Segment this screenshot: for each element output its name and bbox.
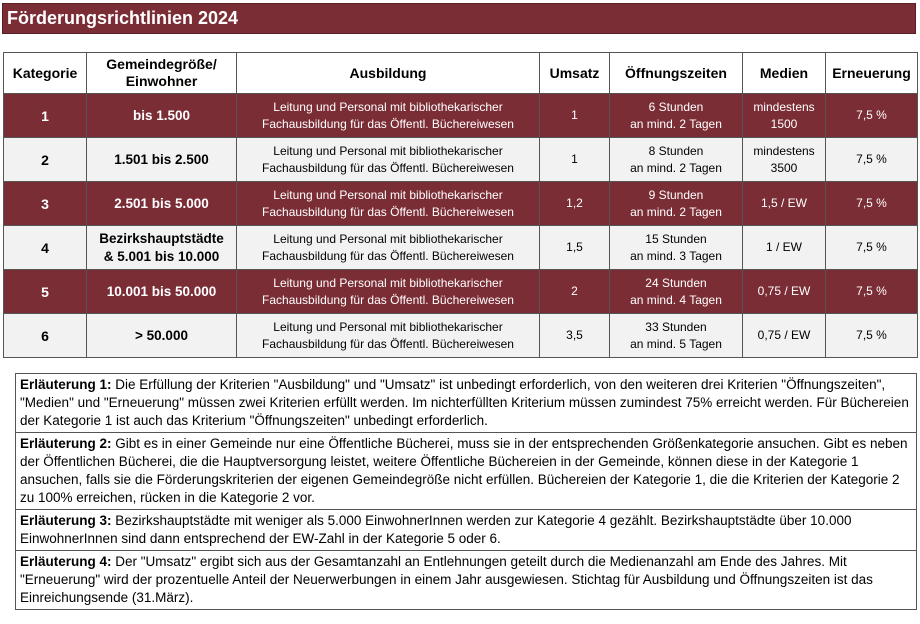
cell-ausbildung — [237, 314, 540, 358]
header-oeffnungszeiten: Öffnungszeiten — [610, 53, 743, 94]
cell-medien — [743, 94, 826, 138]
cell-kategorie: 1 — [4, 94, 87, 138]
ausbildung-line2: Fachausbildung für das Öffentl. Büchereiwesen — [262, 292, 514, 307]
cell-oeffnungszeiten — [610, 314, 743, 358]
gemeinde-line1: bis 1.500 — [132, 107, 191, 123]
cell-umsatz: 1,5 — [540, 226, 610, 270]
cell-medien — [743, 182, 826, 226]
oeffnung-line2: an mind. 5 Tagen — [630, 336, 722, 351]
note-3 — [16, 510, 916, 551]
medien-line1: 1 / EW — [765, 240, 802, 254]
cell-umsatz: 1 — [540, 94, 610, 138]
table-row — [4, 138, 918, 182]
header-medien: Medien — [743, 53, 826, 94]
header-ausbildung: Ausbildung — [237, 53, 540, 94]
cell-medien — [743, 226, 826, 270]
notes-box — [15, 373, 917, 610]
ausbildung-line1: Leitung und Personal mit bibliothekarischer — [273, 187, 503, 202]
cell-medien — [743, 138, 826, 182]
note-text: Gibt es in einer Gemeinde nur eine Öffentliche Bücherei, muss sie in der entsprechenden Größenkategorie ansuchen. Gibt es neben der Öffentlichen Bücherei, die die Hauptversorgung leistet, weitere Öffentliche Büchereien in der Gemeinde, können diese in der Kategorie 1 ansuchen, falls sie die Förderungskriterien der eigenen Gemeindegröße nicht erfüllen. Büchereien der Kategorie 1, die die Kriterien der Kategorie 2 zu 100% erreichen, rücken in die Kategorie 2 vor. — [20, 436, 908, 505]
note-4 — [16, 551, 916, 609]
cell-erneuerung: 7,5 % — [826, 270, 918, 314]
medien-line2: 3500 — [770, 160, 798, 175]
cell-ausbildung — [237, 94, 540, 138]
note-text: Die Erfüllung der Kriterien "Ausbildung" und "Umsatz" ist unbedingt erforderlich, von den weiteren drei Kriterien "Öffnungszeiten", "Medien" und "Erneuerung" müssen zwei Kriterien erfüllt werden. Im nichterfüllten Kriterium müssen zumindest 75% erreicht werden. Für Büchereien der Kategorie 1 ist auch das Kriterium "Öffnungszeiten" unbedingt erforderlich. — [20, 377, 909, 428]
ausbildung-line1: Leitung und Personal mit bibliothekarischer — [273, 231, 503, 246]
medien-line1: 0,75 / EW — [757, 328, 811, 342]
cell-erneuerung: 7,5 % — [826, 182, 918, 226]
table-row — [4, 270, 918, 314]
ausbildung-line2: Fachausbildung für das Öffentl. Büchereiwesen — [262, 336, 514, 351]
header-gemeindegroesse — [87, 53, 237, 94]
cell-ausbildung — [237, 182, 540, 226]
cell-oeffnungszeiten — [610, 270, 743, 314]
ausbildung-line2: Fachausbildung für das Öffentl. Büchereiwesen — [262, 248, 514, 263]
cell-oeffnungszeiten — [610, 182, 743, 226]
ausbildung-line2: Fachausbildung für das Öffentl. Büchereiwesen — [262, 204, 514, 219]
note-label: Erläuterung 2: — [20, 436, 112, 451]
cell-medien — [743, 314, 826, 358]
cell-gemeindegroesse — [87, 314, 237, 358]
ausbildung-line1: Leitung und Personal mit bibliothekarischer — [273, 319, 503, 334]
cell-oeffnungszeiten — [610, 94, 743, 138]
cell-kategorie: 2 — [4, 138, 87, 182]
cell-erneuerung: 7,5 % — [826, 226, 918, 270]
oeffnung-line2: an mind. 4 Tagen — [630, 292, 722, 307]
table-header-row — [4, 53, 918, 94]
table-row — [4, 226, 918, 270]
ausbildung-line2: Fachausbildung für das Öffentl. Büchereiwesen — [262, 160, 514, 175]
header-erneuerung: Erneuerung — [826, 53, 918, 94]
cell-kategorie: 6 — [4, 314, 87, 358]
table-row — [4, 182, 918, 226]
oeffnung-line1: 6 Stunden — [648, 99, 704, 114]
cell-oeffnungszeiten — [610, 226, 743, 270]
cell-kategorie: 4 — [4, 226, 87, 270]
oeffnung-line1: 24 Stunden — [645, 275, 707, 290]
ausbildung-line1: Leitung und Personal mit bibliothekarischer — [273, 99, 503, 114]
table-row — [4, 314, 918, 358]
gemeinde-line1: 1.501 bis 2.500 — [114, 151, 209, 167]
cell-erneuerung: 7,5 % — [826, 314, 918, 358]
oeffnung-line2: an mind. 2 Tagen — [630, 160, 722, 175]
oeffnung-line2: an mind. 2 Tagen — [630, 116, 722, 131]
header-gemeinde-line1: Gemeindegröße/ — [106, 56, 217, 72]
cell-kategorie: 5 — [4, 270, 87, 314]
oeffnung-line1: 15 Stunden — [645, 231, 707, 246]
gemeinde-line1: Bezirkshauptstädte — [99, 230, 224, 246]
cell-gemeindegroesse — [87, 270, 237, 314]
cell-medien — [743, 270, 826, 314]
gemeinde-line2: & 5.001 bis 10.000 — [103, 248, 220, 264]
cell-erneuerung: 7,5 % — [826, 138, 918, 182]
cell-umsatz: 3,5 — [540, 314, 610, 358]
cell-ausbildung — [237, 226, 540, 270]
page-title: Förderungsrichtlinien 2024 — [2, 3, 916, 34]
cell-erneuerung: 7,5 % — [826, 94, 918, 138]
cell-oeffnungszeiten — [610, 138, 743, 182]
note-2 — [16, 433, 916, 510]
cell-umsatz: 2 — [540, 270, 610, 314]
table-row — [4, 94, 918, 138]
cell-umsatz: 1 — [540, 138, 610, 182]
cell-ausbildung — [237, 270, 540, 314]
medien-line1: 0,75 / EW — [757, 284, 811, 298]
oeffnung-line1: 8 Stunden — [648, 143, 704, 158]
medien-line2: 1500 — [770, 116, 798, 131]
oeffnung-line1: 33 Stunden — [645, 319, 707, 334]
note-label: Erläuterung 3: — [20, 513, 112, 528]
medien-line1: 1,5 / EW — [760, 196, 807, 210]
oeffnung-line2: an mind. 3 Tagen — [630, 248, 722, 263]
cell-gemeindegroesse — [87, 226, 237, 270]
cell-umsatz: 1,2 — [540, 182, 610, 226]
gemeinde-line1: 2.501 bis 5.000 — [114, 195, 209, 211]
header-umsatz: Umsatz — [540, 53, 610, 94]
ausbildung-line1: Leitung und Personal mit bibliothekarischer — [273, 275, 503, 290]
medien-line1: mindestens — [753, 143, 815, 158]
note-text: Der "Umsatz" ergibt sich aus der Gesamtanzahl an Entlehnungen geteilt durch die Medienanzahl am Ende des Jahres. Mit "Erneuerung" wird der prozentuelle Anteil der Neuerwerbungen in einem Jahr ausgewiesen. Stichtag für Ausbildung und Öffnungszeiten ist das Einreichungsende (31.März). — [20, 554, 873, 605]
ausbildung-line2: Fachausbildung für das Öffentl. Büchereiwesen — [262, 116, 514, 131]
medien-line1: mindestens — [753, 99, 815, 114]
oeffnung-line1: 9 Stunden — [648, 187, 704, 202]
note-label: Erläuterung 4: — [20, 554, 112, 569]
ausbildung-line1: Leitung und Personal mit bibliothekarischer — [273, 143, 503, 158]
cell-ausbildung — [237, 138, 540, 182]
oeffnung-line2: an mind. 2 Tagen — [630, 204, 722, 219]
header-kategorie: Kategorie — [4, 53, 87, 94]
criteria-table — [3, 52, 918, 358]
note-1 — [16, 374, 916, 433]
gemeinde-line1: 10.001 bis 50.000 — [106, 283, 217, 299]
cell-gemeindegroesse — [87, 94, 237, 138]
note-label: Erläuterung 1: — [20, 377, 112, 392]
cell-gemeindegroesse — [87, 182, 237, 226]
cell-gemeindegroesse — [87, 138, 237, 182]
header-gemeinde-line2: Einwohner — [125, 73, 198, 89]
note-text: Bezirkshauptstädte mit weniger als 5.000 EinwohnerInnen werden zur Kategorie 4 gezählt. Bezirkshauptstädte über 10.000 EinwohnerInnen sind dann entsprechend der EW-Zahl in der Kategorie 5 oder 6. — [20, 513, 852, 546]
gemeinde-line1: > 50.000 — [135, 327, 188, 343]
cell-kategorie: 3 — [4, 182, 87, 226]
